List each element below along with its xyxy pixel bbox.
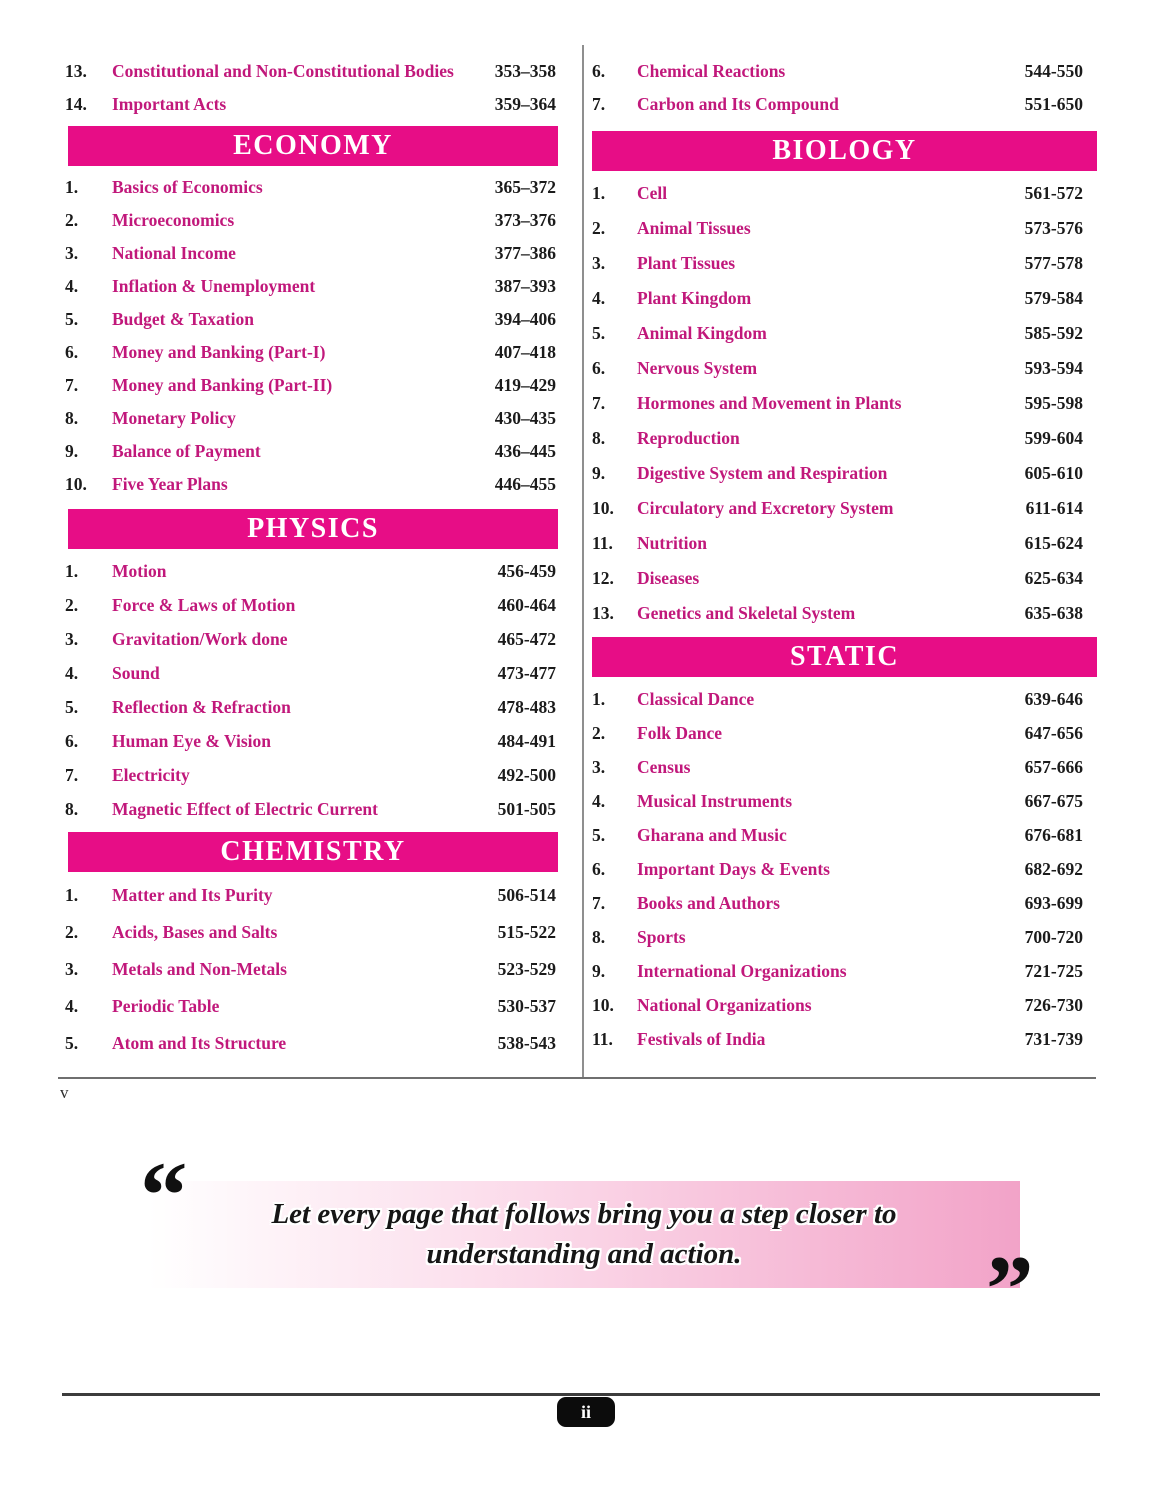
toc-entry-title: Inflation & Unemployment bbox=[112, 276, 316, 296]
toc-entry bbox=[584, 852, 1083, 886]
toc-entry-pages: 492-500 bbox=[497, 764, 556, 785]
toc-entry-title: Atom and Its Structure bbox=[112, 1033, 287, 1053]
toc-entry-title: Nutrition bbox=[637, 533, 707, 553]
toc-entry-number: 2. bbox=[65, 594, 79, 615]
section-header-physics bbox=[68, 509, 558, 549]
toc-entry-pages: 615-624 bbox=[1024, 533, 1083, 553]
toc-entry-pages: 473-477 bbox=[497, 662, 556, 683]
toc-entry bbox=[584, 386, 1083, 421]
toc-entry bbox=[58, 554, 556, 588]
toc-entry-title: Money and Banking (Part-I) bbox=[112, 342, 326, 362]
toc-entry-number: 10. bbox=[592, 498, 614, 518]
toc-entry bbox=[58, 724, 556, 758]
toc-entry bbox=[584, 176, 1083, 211]
toc-entry-number: 1. bbox=[65, 885, 79, 905]
toc-entry-pages: 465-472 bbox=[497, 628, 556, 649]
toc-entry-number: 8. bbox=[65, 798, 79, 819]
toc-entry-number: 2. bbox=[65, 210, 79, 230]
toc-entry bbox=[584, 988, 1083, 1022]
toc-entry-number: 3. bbox=[65, 243, 79, 263]
toc-entry-pages: 693-699 bbox=[1024, 892, 1083, 913]
toc-entry-number: 6. bbox=[592, 858, 606, 879]
section-header-label: STATIC bbox=[789, 641, 900, 672]
toc-entry-title: International Organizations bbox=[637, 960, 847, 981]
toc-entry-pages: 731-739 bbox=[1024, 1028, 1083, 1049]
toc-entry-number: 8. bbox=[592, 926, 606, 947]
toc-section-economy bbox=[58, 171, 582, 501]
toc-entry-pages: 573-576 bbox=[1024, 218, 1083, 238]
toc-entry bbox=[584, 281, 1083, 316]
toc-section-static bbox=[584, 682, 1105, 1056]
toc-entry bbox=[58, 270, 556, 303]
toc-entry-pages: 523-529 bbox=[497, 959, 556, 979]
section-header-biology bbox=[592, 131, 1097, 171]
toc-entry-pages: 647-656 bbox=[1024, 722, 1083, 743]
toc-entry-pages: 515-522 bbox=[497, 922, 556, 942]
toc-entry-title: Musical Instruments bbox=[637, 790, 793, 811]
toc-entry-title: Five Year Plans bbox=[112, 474, 228, 494]
toc-entry-number: 6. bbox=[592, 358, 606, 378]
toc-entry-pages: 460-464 bbox=[497, 594, 556, 615]
toc-entry-pages: 726-730 bbox=[1024, 994, 1083, 1015]
quote-line-1: Let every page that follows bring you a step closer to bbox=[271, 1198, 897, 1230]
toc-entry-number: 4. bbox=[592, 288, 606, 308]
toc-entry-pages: 544-550 bbox=[1024, 61, 1083, 81]
toc-entry-title: Cell bbox=[637, 183, 668, 203]
toc-entry-number: 5. bbox=[65, 1033, 79, 1053]
toc-entry bbox=[584, 716, 1083, 750]
toc-entry-number: 9. bbox=[592, 960, 606, 981]
toc-entry-number: 4. bbox=[65, 662, 79, 683]
toc-entry-title: Electricity bbox=[112, 764, 190, 785]
toc-entry bbox=[58, 171, 556, 204]
toc-entry-pages: 605-610 bbox=[1024, 463, 1083, 483]
toc-entry bbox=[584, 682, 1083, 716]
toc-section-biology bbox=[584, 176, 1105, 631]
toc-entry-pages: 639-646 bbox=[1024, 688, 1083, 709]
quote-banner bbox=[148, 1181, 1020, 1288]
toc-entry-title: Reflection & Refraction bbox=[112, 696, 291, 717]
section-header-label: CHEMISTRY bbox=[220, 836, 406, 867]
toc-entry-title: Carbon and Its Compound bbox=[637, 94, 839, 114]
toc-entry-pages: 419–429 bbox=[494, 375, 556, 395]
toc-entry-number: 1. bbox=[592, 688, 606, 709]
toc-entry-number: 3. bbox=[65, 959, 79, 979]
toc-entry-title: Important Days & Events bbox=[637, 858, 830, 879]
toc-entry-title: Circulatory and Excretory System bbox=[637, 498, 894, 518]
open-quote-icon: “ bbox=[140, 1142, 188, 1248]
toc-entry bbox=[58, 656, 556, 690]
toc-section-intro bbox=[584, 55, 1105, 121]
toc-entry-number: 13. bbox=[65, 61, 87, 81]
toc-entry bbox=[584, 88, 1083, 121]
toc-entry bbox=[58, 792, 556, 826]
toc-entry-title: Nervous System bbox=[637, 358, 758, 378]
close-quote-icon: ” bbox=[986, 1236, 1034, 1342]
toc-section-physics bbox=[58, 554, 582, 826]
toc-entry-title: Acids, Bases and Salts bbox=[112, 922, 278, 942]
toc-entry-title: Metals and Non-Metals bbox=[112, 959, 287, 979]
toc-entry bbox=[584, 351, 1083, 386]
toc-column-left bbox=[58, 45, 582, 1078]
toc-entry-number: 6. bbox=[65, 730, 79, 751]
toc-entry-pages: 676-681 bbox=[1024, 824, 1083, 845]
toc-entry bbox=[58, 622, 556, 656]
toc-entry-number: 8. bbox=[65, 408, 79, 428]
toc-entry-number: 4. bbox=[592, 790, 606, 811]
toc-entry-number: 7. bbox=[592, 94, 606, 114]
toc-entry-number: 3. bbox=[592, 756, 606, 777]
toc-entry-pages: 700-720 bbox=[1024, 926, 1083, 947]
toc-entry-number: 2. bbox=[592, 218, 606, 238]
footer-rule bbox=[62, 1393, 1100, 1396]
toc-entry-pages: 407–418 bbox=[494, 342, 556, 362]
toc-entry bbox=[58, 690, 556, 724]
toc-entry-pages: 538-543 bbox=[497, 1033, 556, 1053]
toc-entry bbox=[584, 55, 1083, 88]
toc-entry-title: National Income bbox=[112, 243, 236, 263]
toc-entry bbox=[584, 596, 1083, 631]
toc-entry-title: National Organizations bbox=[637, 994, 812, 1015]
toc-entry bbox=[584, 456, 1083, 491]
toc-entry-pages: 635-638 bbox=[1024, 603, 1083, 623]
toc-entry-title: Matter and Its Purity bbox=[112, 885, 273, 905]
toc-table bbox=[58, 45, 1105, 1078]
toc-entry-number: 6. bbox=[65, 342, 79, 362]
toc-entry-pages: 611-614 bbox=[1025, 498, 1083, 518]
toc-entry-pages: 579-584 bbox=[1024, 288, 1083, 308]
toc-entry-pages: 682-692 bbox=[1024, 858, 1083, 879]
toc-entry-title: Chemical Reactions bbox=[637, 61, 786, 81]
toc-entry bbox=[58, 914, 556, 951]
toc-section-chemistry bbox=[58, 877, 582, 1062]
toc-entry-title: Sound bbox=[112, 662, 160, 683]
toc-entry-number: 7. bbox=[592, 393, 606, 413]
toc-entry-pages: 456-459 bbox=[497, 560, 556, 581]
toc-entry-title: Census bbox=[637, 756, 691, 777]
toc-entry-pages: 551-650 bbox=[1024, 94, 1083, 114]
toc-entry-pages: 657-666 bbox=[1024, 756, 1083, 777]
toc-entry bbox=[58, 468, 556, 501]
page-number-badge: ii bbox=[557, 1397, 615, 1427]
toc-entry-number: 10. bbox=[65, 474, 87, 494]
toc-entry-pages: 478-483 bbox=[497, 696, 556, 717]
toc-entry bbox=[584, 316, 1083, 351]
toc-entry-title: Animal Tissues bbox=[637, 218, 751, 238]
toc-entry-number: 12. bbox=[592, 568, 614, 588]
toc-entry-title: Money and Banking (Part-II) bbox=[112, 375, 333, 395]
toc-column-right bbox=[584, 45, 1105, 1078]
toc-entry-number: 9. bbox=[592, 463, 606, 483]
toc-entry-number: 4. bbox=[65, 276, 79, 296]
page-roman-numeral-v: v bbox=[60, 1083, 69, 1102]
toc-entry-pages: 721-725 bbox=[1024, 960, 1083, 981]
toc-entry-pages: 595-598 bbox=[1024, 393, 1083, 413]
toc-entry bbox=[58, 758, 556, 792]
toc-entry bbox=[584, 211, 1083, 246]
toc-entry-title: Digestive System and Respiration bbox=[637, 463, 888, 483]
toc-entry-number: 7. bbox=[65, 764, 79, 785]
toc-entry-title: Diseases bbox=[637, 568, 700, 588]
toc-entry-number: 1. bbox=[592, 183, 606, 203]
toc-entry-number: 9. bbox=[65, 441, 79, 461]
toc-entry-number: 5. bbox=[65, 696, 79, 717]
toc-entry-title: Budget & Taxation bbox=[112, 309, 254, 329]
toc-entry-number: 3. bbox=[65, 628, 79, 649]
toc-entry bbox=[584, 421, 1083, 456]
toc-entry bbox=[58, 988, 556, 1025]
toc-entry-title: Books and Authors bbox=[637, 892, 780, 913]
toc-entry-title: Sports bbox=[637, 926, 686, 947]
quote-line-2: understanding and action. bbox=[426, 1238, 742, 1270]
toc-entry-title: Genetics and Skeletal System bbox=[637, 603, 856, 623]
toc-entry-title: Force & Laws of Motion bbox=[112, 594, 296, 615]
toc-entry-title: Motion bbox=[112, 560, 167, 581]
toc-entry-title: Monetary Policy bbox=[112, 408, 236, 428]
table-bottom-rule bbox=[58, 1077, 1096, 1079]
toc-entry-number: 10. bbox=[592, 994, 614, 1015]
toc-entry bbox=[584, 491, 1083, 526]
toc-entry-pages: 593-594 bbox=[1024, 358, 1083, 378]
toc-entry bbox=[584, 1022, 1083, 1056]
section-header-label: ECONOMY bbox=[233, 130, 393, 161]
toc-entry-number: 2. bbox=[65, 922, 79, 942]
toc-entry bbox=[58, 951, 556, 988]
toc-entry-pages: 561-572 bbox=[1024, 183, 1083, 203]
toc-entry-title: Festivals of India bbox=[637, 1028, 766, 1049]
toc-entry-title: Folk Dance bbox=[637, 722, 723, 743]
toc-entry-pages: 484-491 bbox=[497, 730, 556, 751]
toc-entry-pages: 377–386 bbox=[494, 243, 556, 263]
toc-entry bbox=[58, 88, 556, 121]
toc-entry bbox=[584, 246, 1083, 281]
toc-entry bbox=[58, 204, 556, 237]
toc-entry bbox=[58, 435, 556, 468]
toc-entry-title: Basics of Economics bbox=[112, 177, 263, 197]
toc-entry-title: Plant Kingdom bbox=[637, 288, 752, 308]
toc-entry-pages: 599-604 bbox=[1024, 428, 1083, 448]
section-header-chemistry bbox=[68, 832, 558, 872]
toc-entry-pages: 446–455 bbox=[494, 474, 556, 494]
toc-entry-pages: 394–406 bbox=[494, 309, 556, 329]
toc-entry-pages: 353–358 bbox=[494, 61, 556, 81]
toc-entry-number: 4. bbox=[65, 996, 79, 1016]
toc-entry-pages: 530-537 bbox=[497, 996, 556, 1016]
toc-entry-number: 11. bbox=[592, 533, 613, 553]
toc-entry bbox=[58, 1025, 556, 1062]
toc-entry bbox=[58, 369, 556, 402]
toc-entry-title: Human Eye & Vision bbox=[112, 730, 271, 751]
toc-entry-pages: 667-675 bbox=[1024, 790, 1083, 811]
toc-entry-pages: 387–393 bbox=[494, 276, 556, 296]
toc-entry-title: Hormones and Movement in Plants bbox=[637, 393, 902, 413]
toc-entry-pages: 577-578 bbox=[1024, 253, 1083, 273]
toc-entry-number: 5. bbox=[65, 309, 79, 329]
toc-entry bbox=[584, 920, 1083, 954]
section-header-label: PHYSICS bbox=[247, 513, 379, 544]
toc-entry bbox=[584, 526, 1083, 561]
toc-entry-title: Plant Tissues bbox=[637, 253, 736, 273]
toc-entry bbox=[58, 303, 556, 336]
toc-entry-pages: 501-505 bbox=[497, 798, 556, 819]
toc-entry-title: Magnetic Effect of Electric Current bbox=[112, 798, 378, 819]
toc-entry bbox=[584, 784, 1083, 818]
toc-entry-title: Microeconomics bbox=[112, 210, 235, 230]
toc-entry-pages: 506-514 bbox=[497, 885, 556, 905]
toc-entry-pages: 359–364 bbox=[494, 94, 556, 114]
toc-entry bbox=[584, 954, 1083, 988]
toc-entry bbox=[58, 55, 556, 88]
toc-entry bbox=[584, 818, 1083, 852]
toc-entry-number: 14. bbox=[65, 94, 87, 114]
toc-entry-pages: 365–372 bbox=[494, 177, 556, 197]
toc-entry-number: 7. bbox=[592, 892, 606, 913]
toc-entry-number: 8. bbox=[592, 428, 606, 448]
toc-entry-pages: 625-634 bbox=[1024, 568, 1083, 588]
toc-entry-number: 5. bbox=[592, 323, 606, 343]
toc-entry-pages: 585-592 bbox=[1024, 323, 1083, 343]
toc-entry-pages: 436–445 bbox=[494, 441, 556, 461]
toc-entry-number: 6. bbox=[592, 61, 606, 81]
toc-entry-number: 13. bbox=[592, 603, 614, 623]
toc-entry-title: Periodic Table bbox=[112, 996, 220, 1016]
section-header-static bbox=[592, 637, 1097, 677]
toc-entry bbox=[58, 402, 556, 435]
section-header-label: BIOLOGY bbox=[772, 135, 917, 166]
toc-entry-number: 7. bbox=[65, 375, 79, 395]
toc-entry bbox=[58, 588, 556, 622]
toc-entry-number: 1. bbox=[65, 560, 79, 581]
toc-entry-title: Balance of Payment bbox=[112, 441, 261, 461]
toc-entry bbox=[58, 237, 556, 270]
toc-entry-number: 3. bbox=[592, 253, 606, 273]
toc-entry bbox=[58, 877, 556, 914]
toc-entry-number: 1. bbox=[65, 177, 79, 197]
section-header-economy bbox=[68, 126, 558, 166]
toc-entry bbox=[58, 336, 556, 369]
toc-entry-title: Gharana and Music bbox=[637, 824, 787, 845]
toc-section-intro bbox=[58, 55, 582, 121]
toc-entry-pages: 373–376 bbox=[494, 210, 556, 230]
toc-entry bbox=[584, 886, 1083, 920]
toc-entry-number: 11. bbox=[592, 1028, 613, 1049]
toc-entry-title: Gravitation/Work done bbox=[112, 628, 288, 649]
toc-entry-title: Constitutional and Non-Constitutional Bodies bbox=[112, 61, 454, 81]
toc-entry-title: Classical Dance bbox=[637, 688, 755, 709]
toc-entry-title: Reproduction bbox=[637, 428, 740, 448]
toc-entry bbox=[584, 750, 1083, 784]
toc-entry-title: Important Acts bbox=[112, 94, 227, 114]
toc-entry-number: 2. bbox=[592, 722, 606, 743]
toc-entry-title: Animal Kingdom bbox=[637, 323, 767, 343]
toc-entry bbox=[584, 561, 1083, 596]
toc-entry-number: 5. bbox=[592, 824, 606, 845]
toc-entry-pages: 430–435 bbox=[494, 408, 556, 428]
